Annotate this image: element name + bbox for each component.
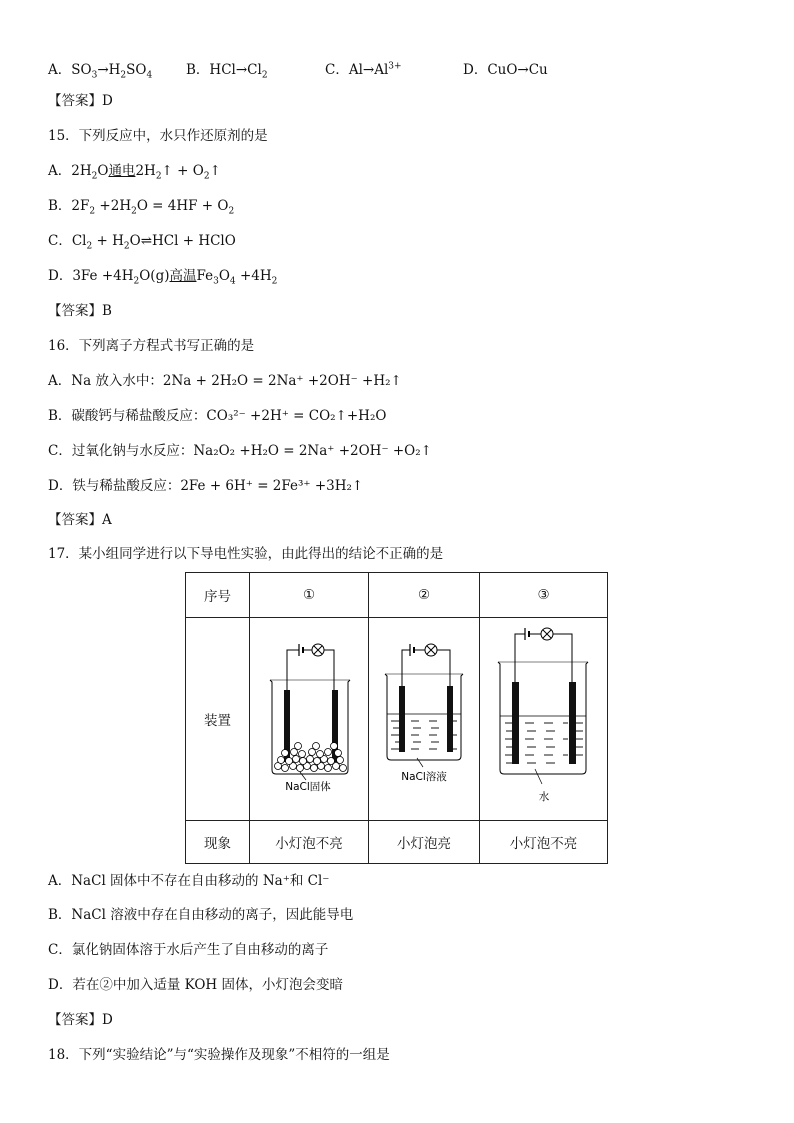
q14-option-c: C．$Al\to Al^{3+}$ bbox=[325, 61, 402, 78]
q17-option-c: C．氯化钠固体溶于水后产生了自由移动的离子 bbox=[48, 942, 329, 958]
device-1-cell bbox=[250, 618, 369, 821]
q18-stem: 18．下列“实验结论”与“实验操作及现象”不相符的一组是 bbox=[48, 1047, 390, 1063]
q17-option-b: B．NaCl 溶液中存在自由移动的离子，因此能导电 bbox=[48, 907, 354, 923]
q16-option-c: C．过氧化钠与水反应：Na₂O₂ +H₂O = 2Na⁺ +2OH⁻ +O₂↑ bbox=[48, 443, 432, 459]
phenomenon-3: 小灯泡不亮 bbox=[480, 821, 608, 864]
label-nacl-solid: NaCl固体 bbox=[285, 781, 331, 793]
label-water: 水 bbox=[538, 791, 550, 803]
device-2-cell bbox=[369, 618, 480, 821]
device-water-diagram bbox=[480, 618, 607, 816]
header-2: ② bbox=[369, 573, 480, 618]
device-nacl-solution-diagram bbox=[369, 618, 479, 816]
q16-option-a: A．Na 放入水中：2Na + 2H₂O = 2Na⁺ +2OH⁻ +H₂↑ bbox=[48, 373, 402, 389]
q17-option-a: A．NaCl 固体中不存在自由移动的 Na⁺和 Cl⁻ bbox=[48, 873, 330, 889]
header-1: ① bbox=[250, 573, 369, 618]
q15-option-c: C．$Cl_2$ + $H_2O\rightleftharpoons HCl$ + HClO bbox=[48, 233, 236, 252]
device-solid-nacl-diagram bbox=[250, 618, 368, 816]
q17-stem: 17．某小组同学进行以下导电性实验，由此得出的结论不正确的是 bbox=[48, 546, 444, 562]
q15-option-d: D．$3Fe +4H_2O(g)$高温$Fe_3O_4 +4H_2$ bbox=[48, 268, 278, 287]
q17-answer: 【答案】D bbox=[48, 1012, 113, 1028]
q15-option-b: B．$2F_2 +2H_2O = 4HF + O_2$ bbox=[48, 198, 235, 217]
q14-option-b: B．$HCl\to Cl_2$ bbox=[186, 62, 268, 81]
q15-option-a: A．$2H_2O$通电$2H_2↑$ + $O_2↑$ bbox=[48, 163, 221, 182]
q16-option-b: B．碳酸钙与稀盐酸反应：CO₃²⁻ +2H⁺ = CO₂↑+H₂O bbox=[48, 408, 387, 424]
row-device-label: 装置 bbox=[186, 618, 250, 821]
experiment-table bbox=[185, 572, 608, 864]
q14-option-a: A．$SO_3\to H_2SO_4$ bbox=[48, 62, 153, 81]
q15-answer: 【答案】B bbox=[48, 303, 112, 319]
q14-answer: 【答案】D bbox=[48, 93, 113, 109]
row-phenomenon-label: 现象 bbox=[186, 821, 250, 864]
q14-option-d: D．CuO→Cu bbox=[463, 62, 548, 78]
label-nacl-solution: NaCl溶液 bbox=[401, 771, 447, 783]
q16-option-d: D．铁与稀盐酸反应：2Fe + 6H⁺ = 2Fe³⁺ +3H₂↑ bbox=[48, 478, 364, 494]
device-3-cell bbox=[480, 618, 608, 821]
header-index: 序号 bbox=[186, 573, 250, 618]
q17-option-d: D．若在②中加入适量 KOH 固体，小灯泡会变暗 bbox=[48, 977, 343, 993]
q16-answer: 【答案】A bbox=[48, 512, 112, 528]
phenomenon-1: 小灯泡不亮 bbox=[250, 821, 369, 864]
q16-stem: 16．下列离子方程式书写正确的是 bbox=[48, 338, 255, 354]
header-3: ③ bbox=[480, 573, 608, 618]
phenomenon-2: 小灯泡亮 bbox=[369, 821, 480, 864]
q15-stem: 15．下列反应中，水只作还原剂的是 bbox=[48, 128, 268, 144]
